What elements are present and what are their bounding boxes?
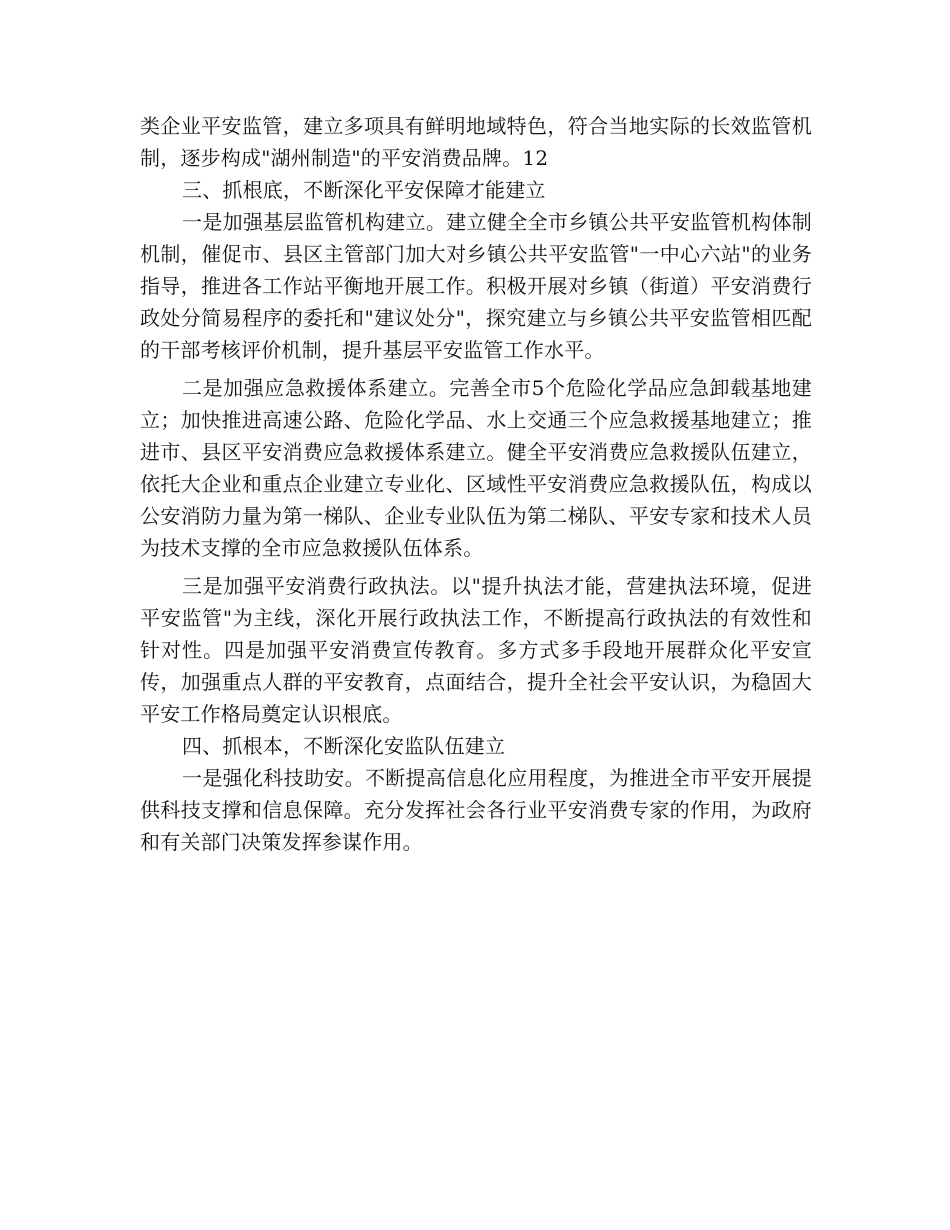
paragraph-technology-support: 一是强化科技助安。不断提高信息化应用程度，为推进全市平安开展提供科技支撑和信息保障。充分发挥社会各行业平安消费专家的作用，为政府和有关部门决策发挥参谋作用。 xyxy=(140,766,812,854)
paragraph-continuation: 类企业平安监管，建立多项具有鲜明地域特色，符合当地实际的长效监管机制，逐步构成"湖州制造"的平安消费品牌。12 xyxy=(140,114,812,170)
document-body xyxy=(140,110,812,858)
paragraph-grassroots-supervision: 一是加强基层监管机构建立。建立健全全市乡镇公共平安监管机构体制机制，催促市、县区主管部门加大对乡镇公共平安监管"一中心六站"的业务指导，推进各工作站平衡地开展工作。积极开展对乡镇（街道）平安消费行政处分简易程序的委托和"建议处分"，探究建立与乡镇公共平安监管相匹配的干部考核评价机制，提升基层平安监管工作水平。 xyxy=(140,210,812,362)
section-heading-4: 四、抓根本，不断深化安监队伍建立 xyxy=(182,734,506,758)
paragraph-emergency-rescue: 二是加强应急救援体系建立。完善全市5个危险化学品应急卸载基地建立；加快推进高速公路、危险化学品、水上交通三个应急救援基地建立；推进市、县区平安消费应急救援体系建立。健全平安消费应急救援队伍建立，依托大企业和重点企业建立专业化、区域性平安消费应急救援队伍，构成以公安消防力量为第一梯队、企业专业队伍为第二梯队、平安专家和技术人员为技术支撑的全市应急救援队伍体系。 xyxy=(140,376,812,560)
section-heading-3: 三、抓根底，不断深化平安保障才能建立 xyxy=(182,178,546,202)
paragraph-law-enforcement: 三是加强平安消费行政执法。以"提升执法才能，营建执法环境，促进平安监管"为主线，深化开展行政执法工作，不断提高行政执法的有效性和针对性。四是加强平安消费宣传教育。多方式多手段地开展群众化平安宣传，加强重点人群的平安教育，点面结合，提升全社会平安认识，为稳固大平安工作格局奠定认识根底。 xyxy=(140,574,812,726)
